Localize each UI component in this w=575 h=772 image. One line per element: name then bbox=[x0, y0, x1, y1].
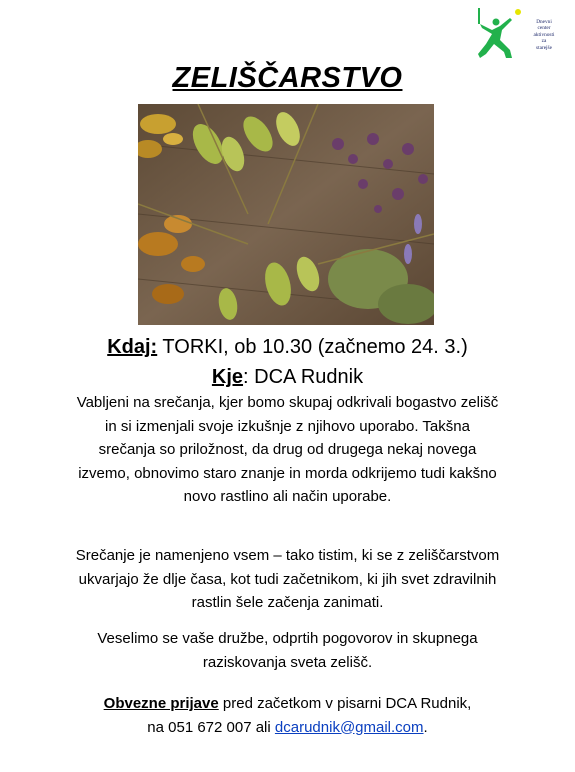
registration-end: . bbox=[423, 718, 428, 736]
registration-paragraph bbox=[40, 692, 535, 739]
where-text: : DCA Rudnik bbox=[243, 366, 364, 388]
herbs-image bbox=[138, 104, 434, 325]
logo-text-line: center bbox=[537, 25, 551, 32]
registration-line-1 bbox=[40, 692, 535, 716]
audience-paragraph bbox=[40, 544, 535, 615]
paragraph-line: novo rastlino ali način uporabe. bbox=[183, 488, 392, 505]
paragraph-line: rastlin šele začenja zanimati. bbox=[191, 594, 384, 611]
logo-text-line: starejše bbox=[536, 44, 552, 51]
registration-bold: Obvezne prijave bbox=[103, 695, 219, 712]
where-line bbox=[0, 366, 575, 389]
herbs-photo bbox=[138, 104, 434, 325]
where-label: Kje bbox=[211, 366, 244, 388]
logo-text bbox=[524, 19, 564, 51]
paragraph-line: srečanja so priložnost, da drug od drugega nekaj novega bbox=[98, 441, 477, 458]
phone-text: na 051 672 007 ali bbox=[147, 718, 275, 736]
when-text: TORKI, ob 10.30 (začnemo 24. 3.) bbox=[157, 336, 468, 358]
logo-text-line: Dnevni bbox=[536, 19, 552, 25]
when-line bbox=[0, 336, 575, 359]
intro-paragraph bbox=[40, 391, 535, 509]
registration-line-2 bbox=[40, 716, 535, 740]
paragraph-line: Vabljeni na srečanja, kjer bomo skupaj odkrivali bogastvo zelišč bbox=[76, 394, 499, 411]
page-title: ZELIŠČARSTVO bbox=[172, 62, 403, 94]
paragraph-line: ukvarjajo že dlje časa, kot tudi začetnikom, ki jih svet zdravilnih bbox=[78, 570, 497, 588]
paragraph-line: raziskovanja sveta zelišč. bbox=[202, 653, 373, 671]
closing-paragraph bbox=[40, 627, 535, 674]
paragraph-line: Veselimo se vaše družbe, odprtih pogovorov in skupnega bbox=[97, 630, 478, 647]
paragraph-line: izvemo, obnovimo staro znanje in morda odkrijemo tudi kakšno bbox=[78, 464, 497, 482]
email-link[interactable]: dcarudnik@gmail.com bbox=[274, 718, 424, 736]
registration-rest: pred začetkom v pisarni DCA Rudnik, bbox=[218, 695, 472, 712]
paragraph-line: in si izmenjali svoje izkušnje z njihovo uporabo. Takšna bbox=[105, 417, 470, 435]
paragraph-line: Srečanje je namenjeno vsem – tako tistim, ki se z zeliščarstvom bbox=[75, 547, 500, 564]
logo-text-line: za bbox=[541, 38, 547, 45]
logo-text-line: aktivnosti bbox=[533, 31, 555, 38]
when-label: Kdaj: bbox=[107, 336, 158, 358]
